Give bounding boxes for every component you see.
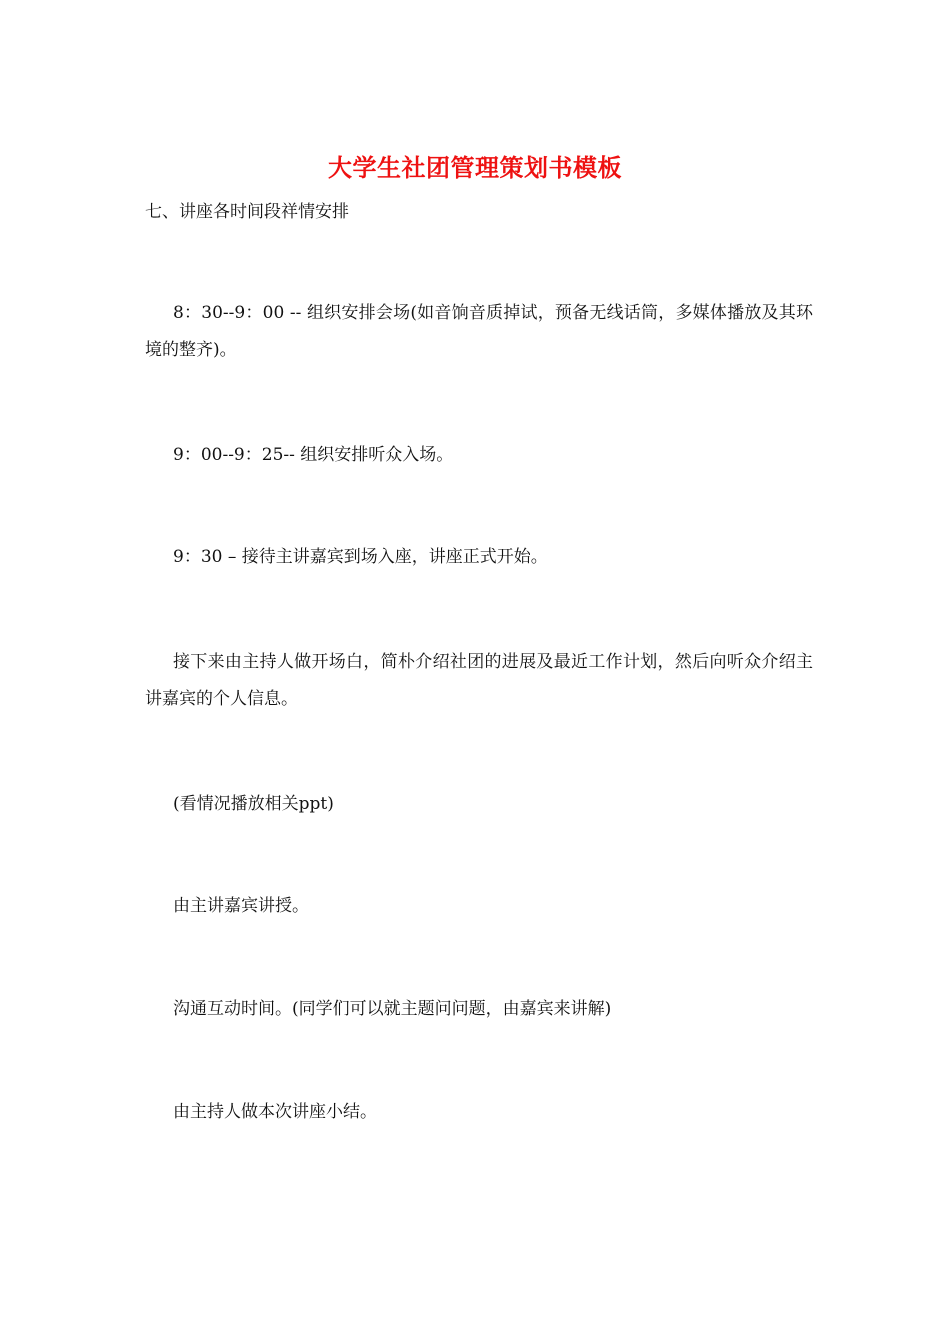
document-title: 大学生社团管理策划书模板 xyxy=(328,154,622,182)
paragraph-setup: 8：30--9：00 -- 组织安排会场(如音饷音质掉试，预备无线话筒，多媒体播放及其环境的整齐)。 xyxy=(145,303,813,360)
paragraph-guest-arrival: 9：30 – 接待主讲嘉宾到场入座，讲座正式开始。 xyxy=(173,547,548,567)
paragraph-audience-entry: 9：00--9：25-- 组织安排听众入场。 xyxy=(173,445,454,465)
paragraph-summary: 由主持人做本次讲座小结。 xyxy=(173,1102,377,1122)
paragraph-ppt: (看情况播放相关ppt) xyxy=(173,794,334,814)
section-heading: 七、讲座各时间段祥情安排 xyxy=(145,202,349,222)
paragraph-interaction: 沟通互动时间。(同学们可以就主题问问题，由嘉宾来讲解) xyxy=(173,999,612,1019)
paragraph-lecture: 由主讲嘉宾讲授。 xyxy=(173,896,309,916)
paragraph-host-opening: 接下来由主持人做开场白，简朴介绍社团的进展及最近工作计划，然后向听众介绍主讲嘉宾的个人信息。 xyxy=(145,652,813,709)
